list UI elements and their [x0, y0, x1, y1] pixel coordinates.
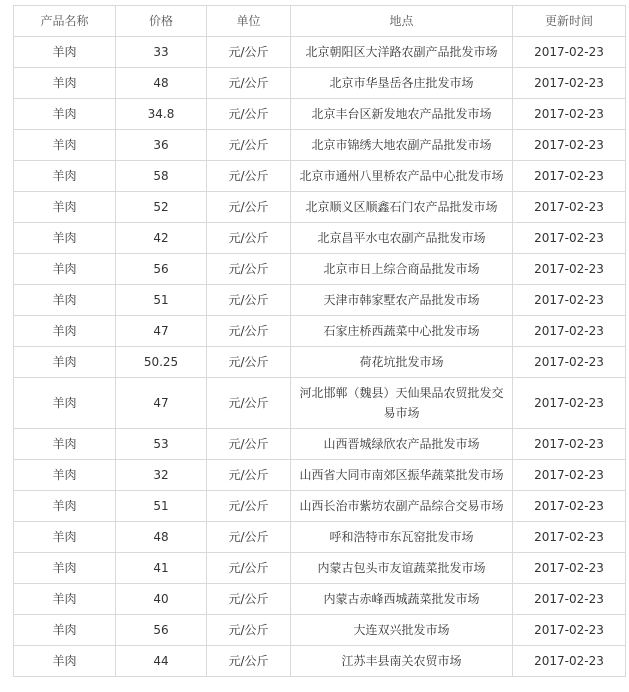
cell-updated-time: 2017-02-23 — [513, 68, 626, 99]
cell-unit: 元/公斤 — [207, 615, 291, 646]
cell-product-name: 羊肉 — [14, 99, 116, 130]
cell-location: 山西晋城绿欣农产品批发市场 — [291, 429, 513, 460]
cell-updated-time: 2017-02-23 — [513, 553, 626, 584]
cell-unit: 元/公斤 — [207, 584, 291, 615]
cell-price: 47 — [116, 316, 207, 347]
table-row — [14, 161, 626, 192]
cell-price: 40 — [116, 584, 207, 615]
cell-product-name: 羊肉 — [14, 491, 116, 522]
cell-product-name: 羊肉 — [14, 522, 116, 553]
table-row — [14, 192, 626, 223]
cell-product-name: 羊肉 — [14, 378, 116, 429]
cell-updated-time: 2017-02-23 — [513, 646, 626, 677]
table-row — [14, 130, 626, 161]
cell-price: 50.25 — [116, 347, 207, 378]
cell-unit: 元/公斤 — [207, 429, 291, 460]
cell-updated-time: 2017-02-23 — [513, 491, 626, 522]
cell-location: 北京昌平水屯农副产品批发市场 — [291, 223, 513, 254]
cell-price: 51 — [116, 285, 207, 316]
cell-updated-time: 2017-02-23 — [513, 99, 626, 130]
cell-product-name: 羊肉 — [14, 584, 116, 615]
table-row — [14, 68, 626, 99]
cell-unit: 元/公斤 — [207, 491, 291, 522]
cell-location: 北京顺义区顺鑫石门农产品批发市场 — [291, 192, 513, 223]
cell-price: 33 — [116, 37, 207, 68]
cell-unit: 元/公斤 — [207, 161, 291, 192]
table-row — [14, 99, 626, 130]
cell-product-name: 羊肉 — [14, 68, 116, 99]
cell-updated-time: 2017-02-23 — [513, 285, 626, 316]
cell-price: 56 — [116, 254, 207, 285]
table-row — [14, 646, 626, 677]
cell-product-name: 羊肉 — [14, 161, 116, 192]
cell-unit: 元/公斤 — [207, 460, 291, 491]
header-unit: 单位 — [207, 6, 291, 37]
cell-unit: 元/公斤 — [207, 378, 291, 429]
cell-price: 53 — [116, 429, 207, 460]
cell-location: 北京丰台区新发地农产品批发市场 — [291, 99, 513, 130]
cell-product-name: 羊肉 — [14, 347, 116, 378]
cell-location: 荷花坑批发市场 — [291, 347, 513, 378]
cell-updated-time: 2017-02-23 — [513, 522, 626, 553]
cell-price: 32 — [116, 460, 207, 491]
cell-unit: 元/公斤 — [207, 316, 291, 347]
cell-price: 44 — [116, 646, 207, 677]
cell-location: 内蒙古赤峰西城蔬菜批发市场 — [291, 584, 513, 615]
cell-product-name: 羊肉 — [14, 615, 116, 646]
table-row — [14, 285, 626, 316]
table-row — [14, 460, 626, 491]
cell-unit: 元/公斤 — [207, 37, 291, 68]
cell-location: 石家庄桥西蔬菜中心批发市场 — [291, 316, 513, 347]
cell-updated-time: 2017-02-23 — [513, 130, 626, 161]
cell-location: 河北邯郸（魏县）天仙果品农贸批发交易市场 — [291, 378, 513, 429]
cell-location: 呼和浩特市东瓦窑批发市场 — [291, 522, 513, 553]
table-row — [14, 553, 626, 584]
cell-updated-time: 2017-02-23 — [513, 161, 626, 192]
cell-location: 北京市通州八里桥农产品中心批发市场 — [291, 161, 513, 192]
cell-price: 47 — [116, 378, 207, 429]
cell-price: 34.8 — [116, 99, 207, 130]
cell-unit: 元/公斤 — [207, 254, 291, 285]
cell-location: 大连双兴批发市场 — [291, 615, 513, 646]
cell-unit: 元/公斤 — [207, 68, 291, 99]
table-row — [14, 378, 626, 429]
cell-price: 41 — [116, 553, 207, 584]
cell-product-name: 羊肉 — [14, 192, 116, 223]
cell-product-name: 羊肉 — [14, 223, 116, 254]
cell-price: 42 — [116, 223, 207, 254]
table-row — [14, 584, 626, 615]
cell-location: 山西长治市紫坊农副产品综合交易市场 — [291, 491, 513, 522]
table-row — [14, 429, 626, 460]
cell-updated-time: 2017-02-23 — [513, 316, 626, 347]
cell-location: 北京市华垦岳各庄批发市场 — [291, 68, 513, 99]
cell-price: 48 — [116, 68, 207, 99]
cell-unit: 元/公斤 — [207, 192, 291, 223]
cell-price: 51 — [116, 491, 207, 522]
cell-product-name: 羊肉 — [14, 130, 116, 161]
table-row — [14, 316, 626, 347]
cell-updated-time: 2017-02-23 — [513, 584, 626, 615]
cell-updated-time: 2017-02-23 — [513, 37, 626, 68]
cell-updated-time: 2017-02-23 — [513, 460, 626, 491]
cell-product-name: 羊肉 — [14, 285, 116, 316]
cell-price: 58 — [116, 161, 207, 192]
cell-unit: 元/公斤 — [207, 285, 291, 316]
cell-updated-time: 2017-02-23 — [513, 615, 626, 646]
cell-location: 北京市锦绣大地农副产品批发市场 — [291, 130, 513, 161]
table-row — [14, 37, 626, 68]
table-row — [14, 615, 626, 646]
table-row — [14, 223, 626, 254]
cell-price: 56 — [116, 615, 207, 646]
cell-unit: 元/公斤 — [207, 223, 291, 254]
cell-product-name: 羊肉 — [14, 646, 116, 677]
cell-product-name: 羊肉 — [14, 254, 116, 285]
price-table — [13, 5, 626, 677]
table-header — [14, 6, 626, 37]
cell-location: 山西省大同市南郊区振华蔬菜批发市场 — [291, 460, 513, 491]
cell-updated-time: 2017-02-23 — [513, 429, 626, 460]
cell-product-name: 羊肉 — [14, 553, 116, 584]
header-location: 地点 — [291, 6, 513, 37]
cell-unit: 元/公斤 — [207, 130, 291, 161]
cell-product-name: 羊肉 — [14, 429, 116, 460]
cell-price: 48 — [116, 522, 207, 553]
header-row — [14, 6, 626, 37]
cell-unit: 元/公斤 — [207, 347, 291, 378]
cell-updated-time: 2017-02-23 — [513, 223, 626, 254]
header-price: 价格 — [116, 6, 207, 37]
cell-location: 江苏丰县南关农贸市场 — [291, 646, 513, 677]
cell-product-name: 羊肉 — [14, 316, 116, 347]
cell-unit: 元/公斤 — [207, 99, 291, 130]
table-row — [14, 347, 626, 378]
cell-location: 天津市韩家墅农产品批发市场 — [291, 285, 513, 316]
cell-unit: 元/公斤 — [207, 553, 291, 584]
table-row — [14, 254, 626, 285]
cell-product-name: 羊肉 — [14, 37, 116, 68]
cell-unit: 元/公斤 — [207, 646, 291, 677]
table-body — [14, 37, 626, 677]
cell-location: 北京市日上综合商品批发市场 — [291, 254, 513, 285]
cell-updated-time: 2017-02-23 — [513, 378, 626, 429]
cell-updated-time: 2017-02-23 — [513, 347, 626, 378]
cell-product-name: 羊肉 — [14, 460, 116, 491]
table-row — [14, 522, 626, 553]
cell-unit: 元/公斤 — [207, 522, 291, 553]
cell-updated-time: 2017-02-23 — [513, 254, 626, 285]
header-product-name: 产品名称 — [14, 6, 116, 37]
cell-updated-time: 2017-02-23 — [513, 192, 626, 223]
cell-location: 内蒙古包头市友谊蔬菜批发市场 — [291, 553, 513, 584]
cell-location: 北京朝阳区大洋路农副产品批发市场 — [291, 37, 513, 68]
cell-price: 52 — [116, 192, 207, 223]
header-updated-time: 更新时间 — [513, 6, 626, 37]
cell-price: 36 — [116, 130, 207, 161]
table-row — [14, 491, 626, 522]
